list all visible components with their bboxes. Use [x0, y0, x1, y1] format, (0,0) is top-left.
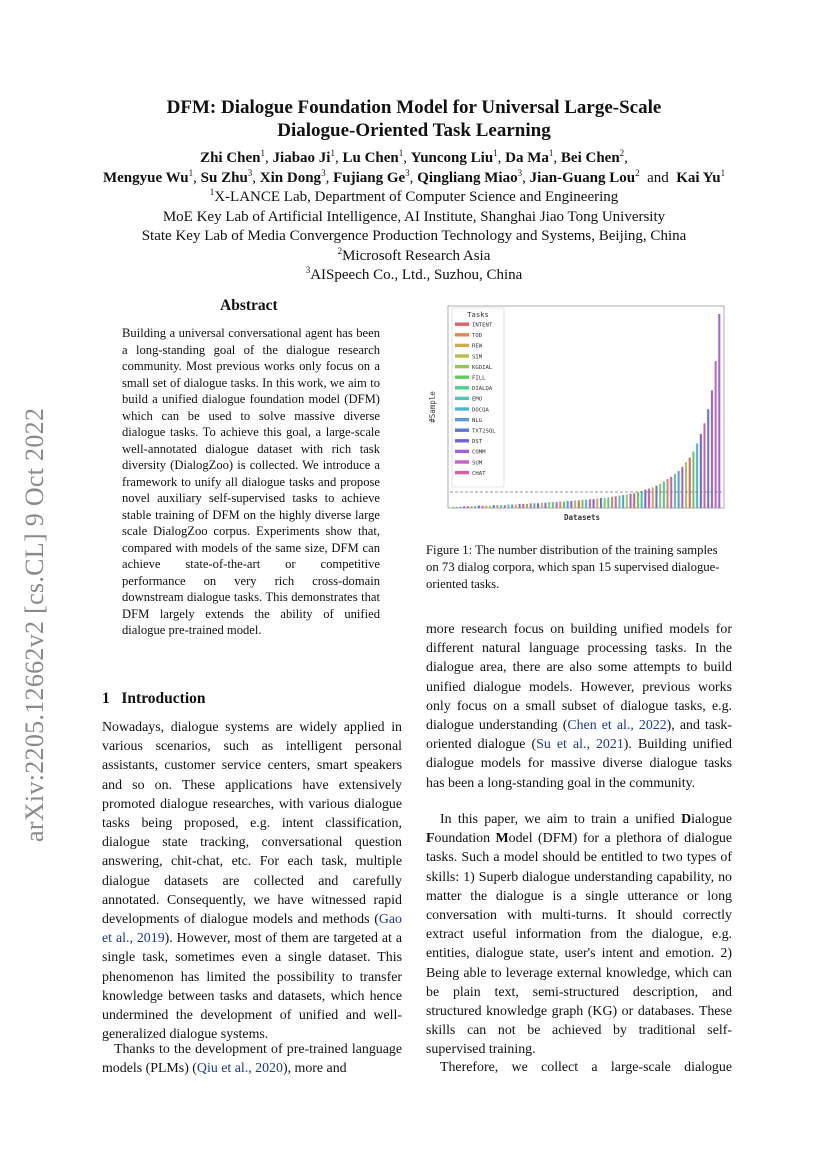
- author-affiliation-mark: 3: [247, 168, 253, 178]
- figure-1: [428, 302, 732, 532]
- chart-bar: [578, 500, 580, 508]
- intro-paragraph-2: [102, 1040, 402, 1078]
- paragraph-text: ), more and: [282, 1061, 347, 1077]
- legend-label: DOCQA: [472, 407, 489, 414]
- emphasis-letter: M: [495, 831, 509, 847]
- chart-bar: [718, 314, 720, 508]
- chart-bar: [467, 506, 469, 508]
- author-name: Fujiang Ge$^3$: [333, 168, 410, 186]
- legend-label: DIALQA: [472, 386, 493, 393]
- affiliation-mark: 2: [337, 245, 343, 256]
- paper-title-line1: DFM: Dialogue Foundation Model for Universal Large-Scale: [166, 97, 662, 118]
- legend-label: TXT2SQL: [472, 428, 496, 435]
- chart-bar: [500, 505, 502, 508]
- author-name: Su Zhu$^3$: [200, 168, 253, 186]
- chart-bar: [567, 501, 569, 508]
- chart-bar: [474, 506, 476, 508]
- legend-swatch: [455, 429, 469, 432]
- chart-bar: [659, 484, 661, 508]
- chart-bar: [482, 506, 484, 508]
- paragraph-text: ), and task-oriented dialogue (: [426, 718, 732, 753]
- citation-link[interactable]: Su et al., 2021: [536, 737, 624, 753]
- legend-swatch: [455, 407, 469, 410]
- legend-label: INTENT: [472, 322, 493, 329]
- chart-bar: [711, 390, 713, 508]
- chart-bar: [652, 487, 654, 508]
- author-name: Lu Chen$^1$: [342, 148, 404, 166]
- author-name: Da Ma$^1$: [505, 148, 554, 166]
- chart-bar: [696, 443, 698, 508]
- author-affiliation-mark: 1: [330, 148, 335, 158]
- legend-label: SIM: [472, 354, 483, 361]
- legend-label: CHAT: [472, 470, 486, 477]
- chart-bar: [581, 500, 583, 508]
- chart-bar: [485, 506, 487, 508]
- author-line-2: Mengyue Wu$^1$, Su Zhu$^3$, Xin Dong$^3$, Fujiang Ge$^3$, Qingliang Miao$^3$, Jian-Guang Lou$^2$ and Kai Yu$^1$: [102, 168, 726, 186]
- chart-bar: [663, 482, 665, 508]
- section-heading-introduction: [102, 690, 206, 708]
- chart-bar: [715, 361, 717, 508]
- section-number: 1: [102, 690, 110, 707]
- affiliation-line: State Key Lab of Media Convergence Production Technology and Systems, Beijing, China: [141, 228, 687, 244]
- chart-bar: [637, 492, 639, 508]
- intro-paragraph-3: [426, 620, 732, 793]
- chart-bar: [511, 504, 513, 508]
- legend-label: FILL: [472, 375, 486, 382]
- author-name: Qingliang Miao$^3$: [417, 168, 523, 186]
- author-affiliation-mark: 1: [548, 148, 554, 158]
- arxiv-identifier: arXiv:2205.12662v2 [cs.CL] 9 Oct 2022: [20, 407, 49, 842]
- legend-label: KGDIAL: [472, 364, 493, 371]
- legend-title: Tasks: [467, 310, 489, 319]
- affiliation-line: $^3$AISpeech Co., Ltd., Suzhou, China: [305, 265, 523, 283]
- legend-swatch: [455, 323, 469, 326]
- author-affiliation-mark: 1: [720, 168, 726, 178]
- chart-bar: [692, 452, 694, 508]
- legend-label: NLG: [472, 417, 483, 424]
- chart-bar: [607, 497, 609, 508]
- chart-bar: [704, 423, 706, 508]
- legend-swatch: [455, 397, 469, 400]
- chart-bar: [452, 507, 454, 508]
- author-name: Mengyue Wu$^1$: [102, 168, 194, 186]
- chart-bar: [526, 504, 528, 508]
- chart-bar: [548, 502, 550, 508]
- author-line-1: Zhi Chen$^1$, Jiabao Ji$^1$, Lu Chen$^1$, Yuncong Liu$^1$, Da Ma$^1$, Bei Chen$^2$,: [200, 148, 628, 166]
- legend-swatch: [455, 386, 469, 389]
- chart-bar: [700, 434, 702, 508]
- chart-bar: [496, 505, 498, 508]
- paragraph-text: ialogue: [691, 812, 732, 827]
- and-word: and: [639, 170, 677, 186]
- affiliation-line: MoE Key Lab of Artificial Intelligence, AI Institute, Shanghai Jiao Tong University: [162, 208, 666, 225]
- intro-paragraph-1: [102, 718, 402, 1044]
- section-title: Introduction: [121, 690, 206, 707]
- chart-bar: [537, 503, 539, 508]
- abstract-heading: Abstract: [220, 297, 278, 314]
- author-affiliation-mark: 2: [619, 148, 625, 158]
- chart-bar: [541, 503, 543, 508]
- emphasis-letter: F: [426, 831, 435, 847]
- chart-bar: [596, 499, 598, 508]
- author-name: Kai Yu$^1$: [676, 168, 726, 186]
- bar-chart: [428, 302, 732, 532]
- emphasis-letter: D: [681, 812, 692, 827]
- paragraph-text: In this paper, we aim to train a unified: [440, 812, 682, 827]
- chart-bar: [685, 462, 687, 508]
- chart-bar: [589, 499, 591, 508]
- chart-bar: [470, 506, 472, 508]
- legend-label: TOD: [472, 333, 483, 340]
- chart-bar: [630, 494, 632, 508]
- x-axis-label: Datasets: [563, 513, 601, 522]
- intro-paragraph-4: [426, 810, 732, 1060]
- author-name: Zhi Chen$^1$: [200, 148, 266, 166]
- chart-bar: [622, 495, 624, 508]
- author-affiliation-mark: 2: [635, 168, 640, 178]
- chart-bar: [559, 502, 561, 508]
- chart-bar: [681, 467, 683, 508]
- legend-label: COMM: [472, 449, 486, 456]
- chart-bar: [519, 504, 521, 508]
- chart-bar: [600, 498, 602, 508]
- paragraph-text: ). Building unified dialogue models for massive diverse dialogue tasks has been a long-standing goal in the community.: [426, 737, 732, 791]
- chart-bar: [707, 409, 709, 508]
- legend-swatch: [455, 344, 469, 347]
- citation-link[interactable]: Gao et al., 2019: [102, 912, 402, 947]
- author-name: Yuncong Liu$^1$: [410, 148, 498, 166]
- affiliations: [0, 188, 828, 286]
- affiliation-line: $^1$X-LANCE Lab, Department of Computer Science and Engineering: [209, 187, 619, 205]
- chart-bar: [626, 494, 628, 508]
- legend-swatch: [455, 333, 469, 336]
- affiliation-mark: 3: [305, 265, 311, 275]
- chart-bar: [648, 489, 650, 508]
- chart-bar: [593, 499, 595, 508]
- author-name: Jiabao Ji$^1$: [272, 148, 335, 166]
- chart-bar: [504, 505, 506, 508]
- legend-label: REW: [472, 343, 483, 350]
- chart-bar: [459, 507, 461, 508]
- legend-swatch: [455, 418, 469, 421]
- paragraph-text: Thanks to the development of pre-trained language models (PLMs) (: [102, 1042, 402, 1077]
- chart-bar: [507, 504, 509, 508]
- legend-swatch: [455, 460, 469, 463]
- chart-bar: [574, 500, 576, 508]
- legend-swatch: [455, 376, 469, 379]
- legend-label: SUM: [472, 460, 483, 467]
- legend-label: DST: [472, 439, 483, 446]
- chart-bar: [674, 474, 676, 508]
- author-affiliation-mark: 1: [188, 168, 194, 178]
- chart-bar: [570, 501, 572, 508]
- author-name: Xin Dong$^3$: [259, 168, 326, 186]
- citation-link[interactable]: Chen et al., 2022: [567, 718, 667, 734]
- legend-swatch: [455, 365, 469, 368]
- chart-bar: [552, 502, 554, 508]
- chart-bar: [530, 503, 532, 508]
- chart-bar: [670, 477, 672, 508]
- chart-bar: [655, 486, 657, 508]
- legend-swatch: [455, 354, 469, 357]
- legend-swatch: [455, 439, 469, 442]
- intro-paragraph-5: Therefore, we collect a large-scale dialogue: [440, 1060, 732, 1075]
- paragraph-text: ). However, most of them are targeted at a single task, sometimes even a single dataset. This phenomenon has limited the possibility to transfer knowledge between tasks and datasets, which hence undermined the development of unified and well-generalized dialogue systems.: [102, 931, 402, 1043]
- chart-bar: [585, 500, 587, 508]
- chart-bar: [456, 507, 458, 508]
- paragraph-text: odel (DFM) for a plethora of dialogue tasks. Such a model should be entitled to two types of skills: 1) Superb dialogue understanding capability, no matter the dialogue is a single utterance or long conversation with multi-turns. It should correctly extract useful information from the dialogue, e.g. entities, dialogue state, user's intent and emotion. 2) Being able to leverage external knowledge, which can be plain text, semi-structured description, and structured knowledge graph (KG) or databases. These skills can not be achieved by traditional self-supervised training.: [426, 831, 733, 1058]
- chart-bar: [489, 506, 491, 508]
- author-affiliation-mark: 1: [398, 148, 404, 158]
- chart-bar: [644, 490, 646, 508]
- author-name: Bei Chen$^2$: [560, 148, 625, 166]
- affiliation-line: $^2$Microsoft Research Asia: [337, 245, 491, 264]
- author-affiliation-mark: 3: [405, 168, 410, 178]
- chart-bar: [515, 504, 517, 508]
- chart-bar: [611, 497, 613, 508]
- author-affiliation-mark: 1: [493, 148, 498, 158]
- paragraph-text: oundation: [434, 831, 496, 847]
- chart-bar: [633, 493, 635, 508]
- abstract-body: Building a universal conversational agent has been a long-standing goal of the dialogue research community. Most previous works only focus on a small set of dialogue tasks. In this work, we aim to build a unified dialogue foundation model (DFM) which can be used to solve massive diverse dialogue tasks. To achieve this goal, a large-scale well-annotated dialogue dataset with rich task diversity (DialogZoo) is collected. We introduce a framework to unify all dialogue tasks and propose novel auxiliary self-supervised tasks to achieve stable training of DFM on the highly diverse large scale DialogZoo corpus. Experiments show that, compared with models of the same size, DFM can achieve state-of-the-art or competitive performance on very rich cross-domain downstream dialogue tasks. This demonstrates that DFM largely extends the ability of unified dialogue pre-trained model.: [122, 326, 380, 637]
- chart-bar: [556, 502, 558, 508]
- chart-bar: [641, 491, 643, 508]
- author-name: Jian-Guang Lou$^2$: [529, 168, 640, 186]
- legend-swatch: [455, 450, 469, 453]
- chart-bar: [618, 496, 620, 508]
- author-affiliation-mark: 3: [517, 168, 523, 178]
- y-axis-label: #Sample: [428, 391, 437, 423]
- paragraph-text: Nowadays, dialogue systems are widely applied in various scenarios, such as intelligent personal assistants, customer service centers, smart speakers and so on. These applications have extensively promoted dialogue researches, with various dialogue tasks being proposed, e.g. intent classification, dialogue state tracking, conversational question answering, chit-chat, etc. For each task, multiple dialogue datasets are collected and carefully annotated. Consequently, we have witnessed rapid developments of dialogue models and methods (: [102, 720, 402, 928]
- chart-bar: [493, 505, 495, 508]
- chart-bar: [667, 479, 669, 508]
- legend-swatch: [455, 471, 469, 474]
- chart-bar: [604, 498, 606, 508]
- chart-bar: [478, 506, 480, 508]
- affiliation-mark: 1: [209, 187, 215, 197]
- chart-bar: [615, 496, 617, 508]
- chart-bar: [689, 457, 691, 508]
- figure-caption: Figure 1: The number distribution of the training samples on 73 dialog corpora, which span 15 supervised dialogue-oriented tasks.: [426, 543, 720, 591]
- chart-bar: [522, 504, 524, 508]
- author-affiliation-mark: 1: [260, 148, 266, 158]
- chart-bar: [544, 503, 546, 508]
- legend-label: EMO: [472, 396, 483, 403]
- chart-bar: [563, 502, 565, 508]
- paper-title-line2: Dialogue-Oriented Task Learning: [277, 120, 551, 141]
- paragraph-text: more research focus on building unified models for different natural language processing tasks. In the dialogue area, there are also some attempts to build unified dialogue models. However, previous works only focus on a small subset of dialogue tasks, e.g. dialogue understanding (: [426, 622, 732, 734]
- author-affiliation-mark: 3: [321, 168, 326, 178]
- chart-bar: [463, 506, 465, 508]
- chart-bar: [533, 503, 535, 508]
- citation-link[interactable]: Qiu et al., 2020: [196, 1061, 283, 1077]
- chart-bar: [678, 471, 680, 508]
